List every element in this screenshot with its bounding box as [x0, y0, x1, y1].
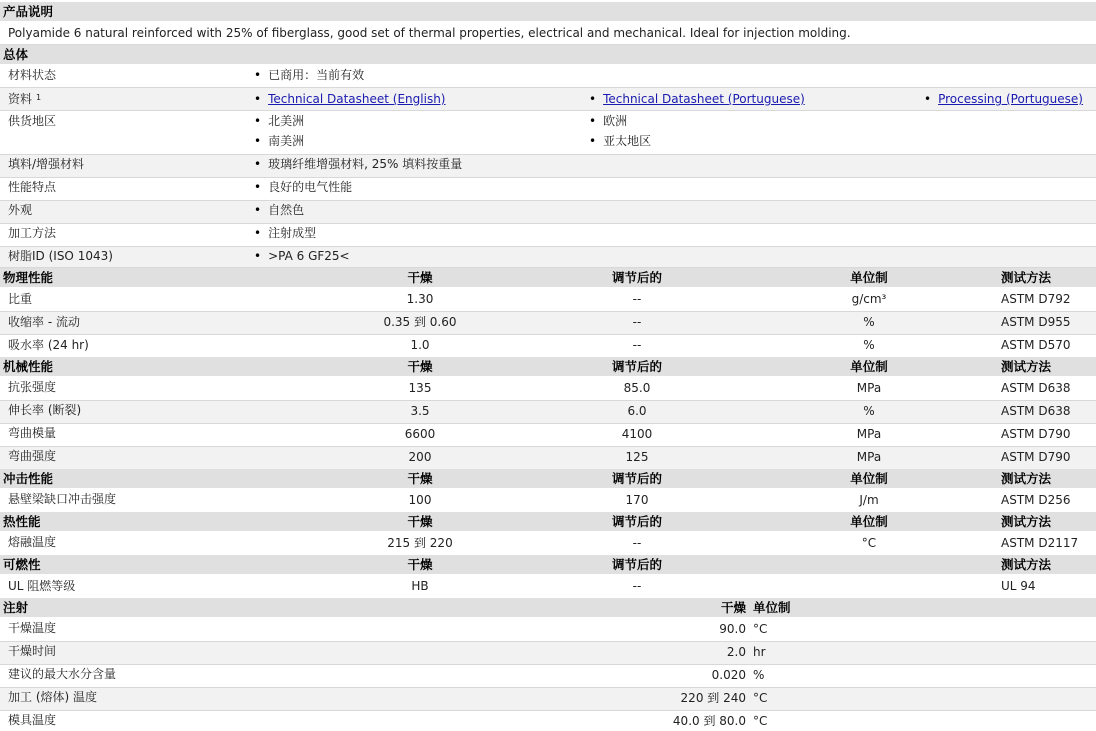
section-header-injection — [0, 598, 1096, 617]
section-header-physical — [0, 268, 1096, 287]
region-item: • 欧洲 — [589, 112, 627, 131]
general-row-status — [0, 65, 1096, 88]
col-method: 测试方法 — [1001, 359, 1052, 374]
conditioned-value: 4100 — [621, 427, 653, 441]
row-label: 材料状态 — [8, 68, 57, 82]
table-row — [0, 424, 1096, 447]
col-dry: 干燥 — [407, 270, 433, 285]
property-label: 吸水率 (24 hr) — [8, 338, 89, 352]
general-row-regions — [0, 111, 1096, 155]
col-conditioned: 调节后的 — [611, 270, 662, 285]
unit-value: °C — [753, 622, 768, 636]
datasheet-english-link[interactable]: Technical Datasheet (English) — [268, 92, 446, 106]
property-label: 收缩率 - 流动 — [8, 315, 80, 329]
conditioned-value: -- — [632, 315, 642, 329]
section-title: 机械性能 — [3, 359, 54, 374]
row-label: 填料/增强材料 — [8, 157, 85, 171]
general-row-resin-id — [0, 247, 1096, 268]
table-row — [0, 335, 1096, 358]
table-row — [0, 312, 1096, 335]
table-row — [0, 378, 1096, 401]
col-method: 测试方法 — [1001, 514, 1052, 529]
conditioned-value: 125 — [625, 450, 649, 464]
dry-value: 3.5 — [410, 404, 430, 418]
row-label: 外观 — [8, 203, 33, 217]
row-label — [8, 90, 41, 109]
property-label: 伸长率 (断裂) — [8, 403, 82, 417]
dry-value: 0.020 — [711, 668, 746, 682]
conditioned-value: -- — [632, 579, 642, 593]
row-label: 性能特点 — [8, 180, 57, 194]
dry-value: 40.0 到 80.0 — [672, 714, 746, 728]
col-dry: 干燥 — [407, 557, 433, 572]
unit-value: °C — [753, 691, 768, 705]
dry-value: 2.0 — [726, 645, 746, 659]
method-value: ASTM D570 — [1001, 338, 1071, 352]
unit-value: hr — [753, 645, 766, 659]
row-label-text: 资料 — [8, 92, 33, 106]
property-label: 建议的最大水分含量 — [8, 667, 117, 681]
property-label: 熔融温度 — [8, 535, 57, 549]
property-label: 比重 — [8, 292, 33, 306]
table-row — [0, 490, 1096, 513]
processing-portuguese-link[interactable]: Processing (Portuguese) — [938, 92, 1083, 106]
col-conditioned: 调节后的 — [611, 557, 662, 572]
general-row-filler — [0, 155, 1096, 178]
method-value: ASTM D256 — [1001, 493, 1071, 507]
section-header-flammability — [0, 555, 1096, 574]
row-value: • 已商用：当前有效 — [254, 66, 364, 85]
section-title: 可燃性 — [3, 557, 41, 572]
dry-value: 135 — [408, 381, 432, 395]
table-row — [0, 533, 1096, 556]
col-unit: 单位制 — [850, 359, 888, 374]
dry-value: 200 — [408, 450, 432, 464]
col-unit: 单位制 — [850, 270, 888, 285]
col-conditioned: 调节后的 — [611, 471, 662, 486]
property-label: 加工 (熔体) 温度 — [8, 690, 97, 704]
dry-value: 100 — [408, 493, 432, 507]
col-dry: 干燥 — [407, 514, 433, 529]
section-header-mechanical — [0, 357, 1096, 376]
method-value: ASTM D2117 — [1001, 536, 1079, 550]
table-row — [0, 289, 1096, 312]
unit-value: °C — [861, 536, 877, 550]
col-dry: 干燥 — [720, 600, 746, 615]
table-row — [0, 711, 1096, 731]
section-title: 注射 — [3, 600, 29, 615]
region-item: • 南美洲 — [254, 132, 304, 151]
property-label: 干燥温度 — [8, 621, 57, 635]
conditioned-value: -- — [632, 536, 642, 550]
section-header-general — [0, 45, 1096, 64]
section-header-thermal — [0, 512, 1096, 531]
method-value: ASTM D638 — [1001, 404, 1071, 418]
col-conditioned: 调节后的 — [611, 514, 662, 529]
property-label: 模具温度 — [8, 713, 57, 727]
row-label: 供货地区 — [8, 114, 57, 128]
footnote-marker: 1 — [36, 93, 42, 102]
general-row-documents — [0, 88, 1096, 111]
datasheet-item — [589, 90, 805, 109]
property-label: 弯曲强度 — [8, 449, 57, 463]
section-title: 热性能 — [3, 514, 41, 529]
method-value: ASTM D638 — [1001, 381, 1071, 395]
unit-value: g/cm³ — [851, 292, 887, 306]
row-value: • 良好的电气性能 — [254, 178, 352, 197]
unit-value: % — [863, 404, 875, 418]
dry-value: 0.35 到 0.60 — [383, 315, 457, 329]
col-unit: 单位制 — [753, 600, 791, 615]
property-label: UL 阻燃等级 — [8, 579, 76, 593]
section-title: 产品说明 — [3, 4, 54, 19]
section-title: 物理性能 — [3, 270, 54, 285]
col-conditioned: 调节后的 — [611, 359, 662, 374]
region-item: • 北美洲 — [254, 112, 304, 131]
general-row-appearance — [0, 201, 1096, 224]
col-dry: 干燥 — [407, 359, 433, 374]
section-title: 总体 — [3, 47, 29, 62]
description-row — [0, 23, 1096, 45]
table-row — [0, 576, 1096, 599]
unit-value: MPa — [856, 381, 882, 395]
row-value: • >PA 6 GF25< — [254, 247, 350, 266]
datasheet-item — [924, 90, 1083, 109]
general-row-processing — [0, 224, 1096, 247]
col-method: 测试方法 — [1001, 270, 1052, 285]
datasheet-portuguese-link[interactable]: Technical Datasheet (Portuguese) — [603, 92, 805, 106]
row-label: 树脂ID (ISO 1043) — [8, 249, 113, 263]
unit-value: MPa — [856, 450, 882, 464]
dry-value: 215 到 220 — [387, 536, 453, 550]
dry-value: HB — [411, 579, 429, 593]
description-text: Polyamide 6 natural reinforced with 25% of fiberglass, good set of thermal properties, electrical and mechanical. Ideal for injection molding. — [8, 26, 851, 40]
dry-value: 90.0 — [719, 622, 746, 636]
conditioned-value: -- — [632, 292, 642, 306]
col-method: 测试方法 — [1001, 557, 1052, 572]
table-row — [0, 642, 1096, 665]
table-row — [0, 688, 1096, 711]
col-unit: 单位制 — [850, 514, 888, 529]
unit-value: % — [753, 668, 765, 682]
method-value: ASTM D955 — [1001, 315, 1071, 329]
unit-value: % — [863, 338, 875, 352]
section-title: 冲击性能 — [3, 471, 54, 486]
conditioned-value: 85.0 — [623, 381, 651, 395]
table-row — [0, 447, 1096, 470]
unit-value: J/m — [859, 493, 879, 507]
dry-value: 220 到 240 — [680, 691, 746, 705]
table-row — [0, 401, 1096, 424]
table-row — [0, 665, 1096, 688]
row-value: • 注射成型 — [254, 224, 316, 243]
property-label: 干燥时间 — [8, 644, 57, 658]
dry-value: 1.0 — [410, 338, 430, 352]
conditioned-value: -- — [632, 338, 642, 352]
unit-value: % — [863, 315, 875, 329]
row-label: 加工方法 — [8, 226, 57, 240]
col-unit: 单位制 — [850, 471, 888, 486]
table-row — [0, 619, 1096, 642]
method-value: ASTM D790 — [1001, 450, 1071, 464]
property-label: 弯曲模量 — [8, 426, 57, 440]
dry-value: 6600 — [404, 427, 436, 441]
region-item: • 亚太地区 — [589, 132, 651, 151]
unit-value: MPa — [856, 427, 882, 441]
method-value: UL 94 — [1001, 579, 1036, 593]
conditioned-value: 6.0 — [627, 404, 647, 418]
row-value: • 玻璃纤维增强材料, 25% 填料按重量 — [254, 155, 462, 174]
method-value: ASTM D792 — [1001, 292, 1071, 306]
section-header-impact — [0, 469, 1096, 488]
property-label: 抗张强度 — [8, 380, 57, 394]
datasheet-item — [254, 90, 445, 109]
col-dry: 干燥 — [407, 471, 433, 486]
property-label: 悬壁梁缺口冲击强度 — [8, 492, 117, 506]
general-row-features — [0, 178, 1096, 201]
col-method: 测试方法 — [1001, 471, 1052, 486]
section-header-description — [0, 2, 1096, 21]
method-value: ASTM D790 — [1001, 427, 1071, 441]
row-value: • 自然色 — [254, 201, 304, 220]
conditioned-value: 170 — [625, 493, 649, 507]
dry-value: 1.30 — [406, 292, 434, 306]
unit-value: °C — [753, 714, 768, 728]
